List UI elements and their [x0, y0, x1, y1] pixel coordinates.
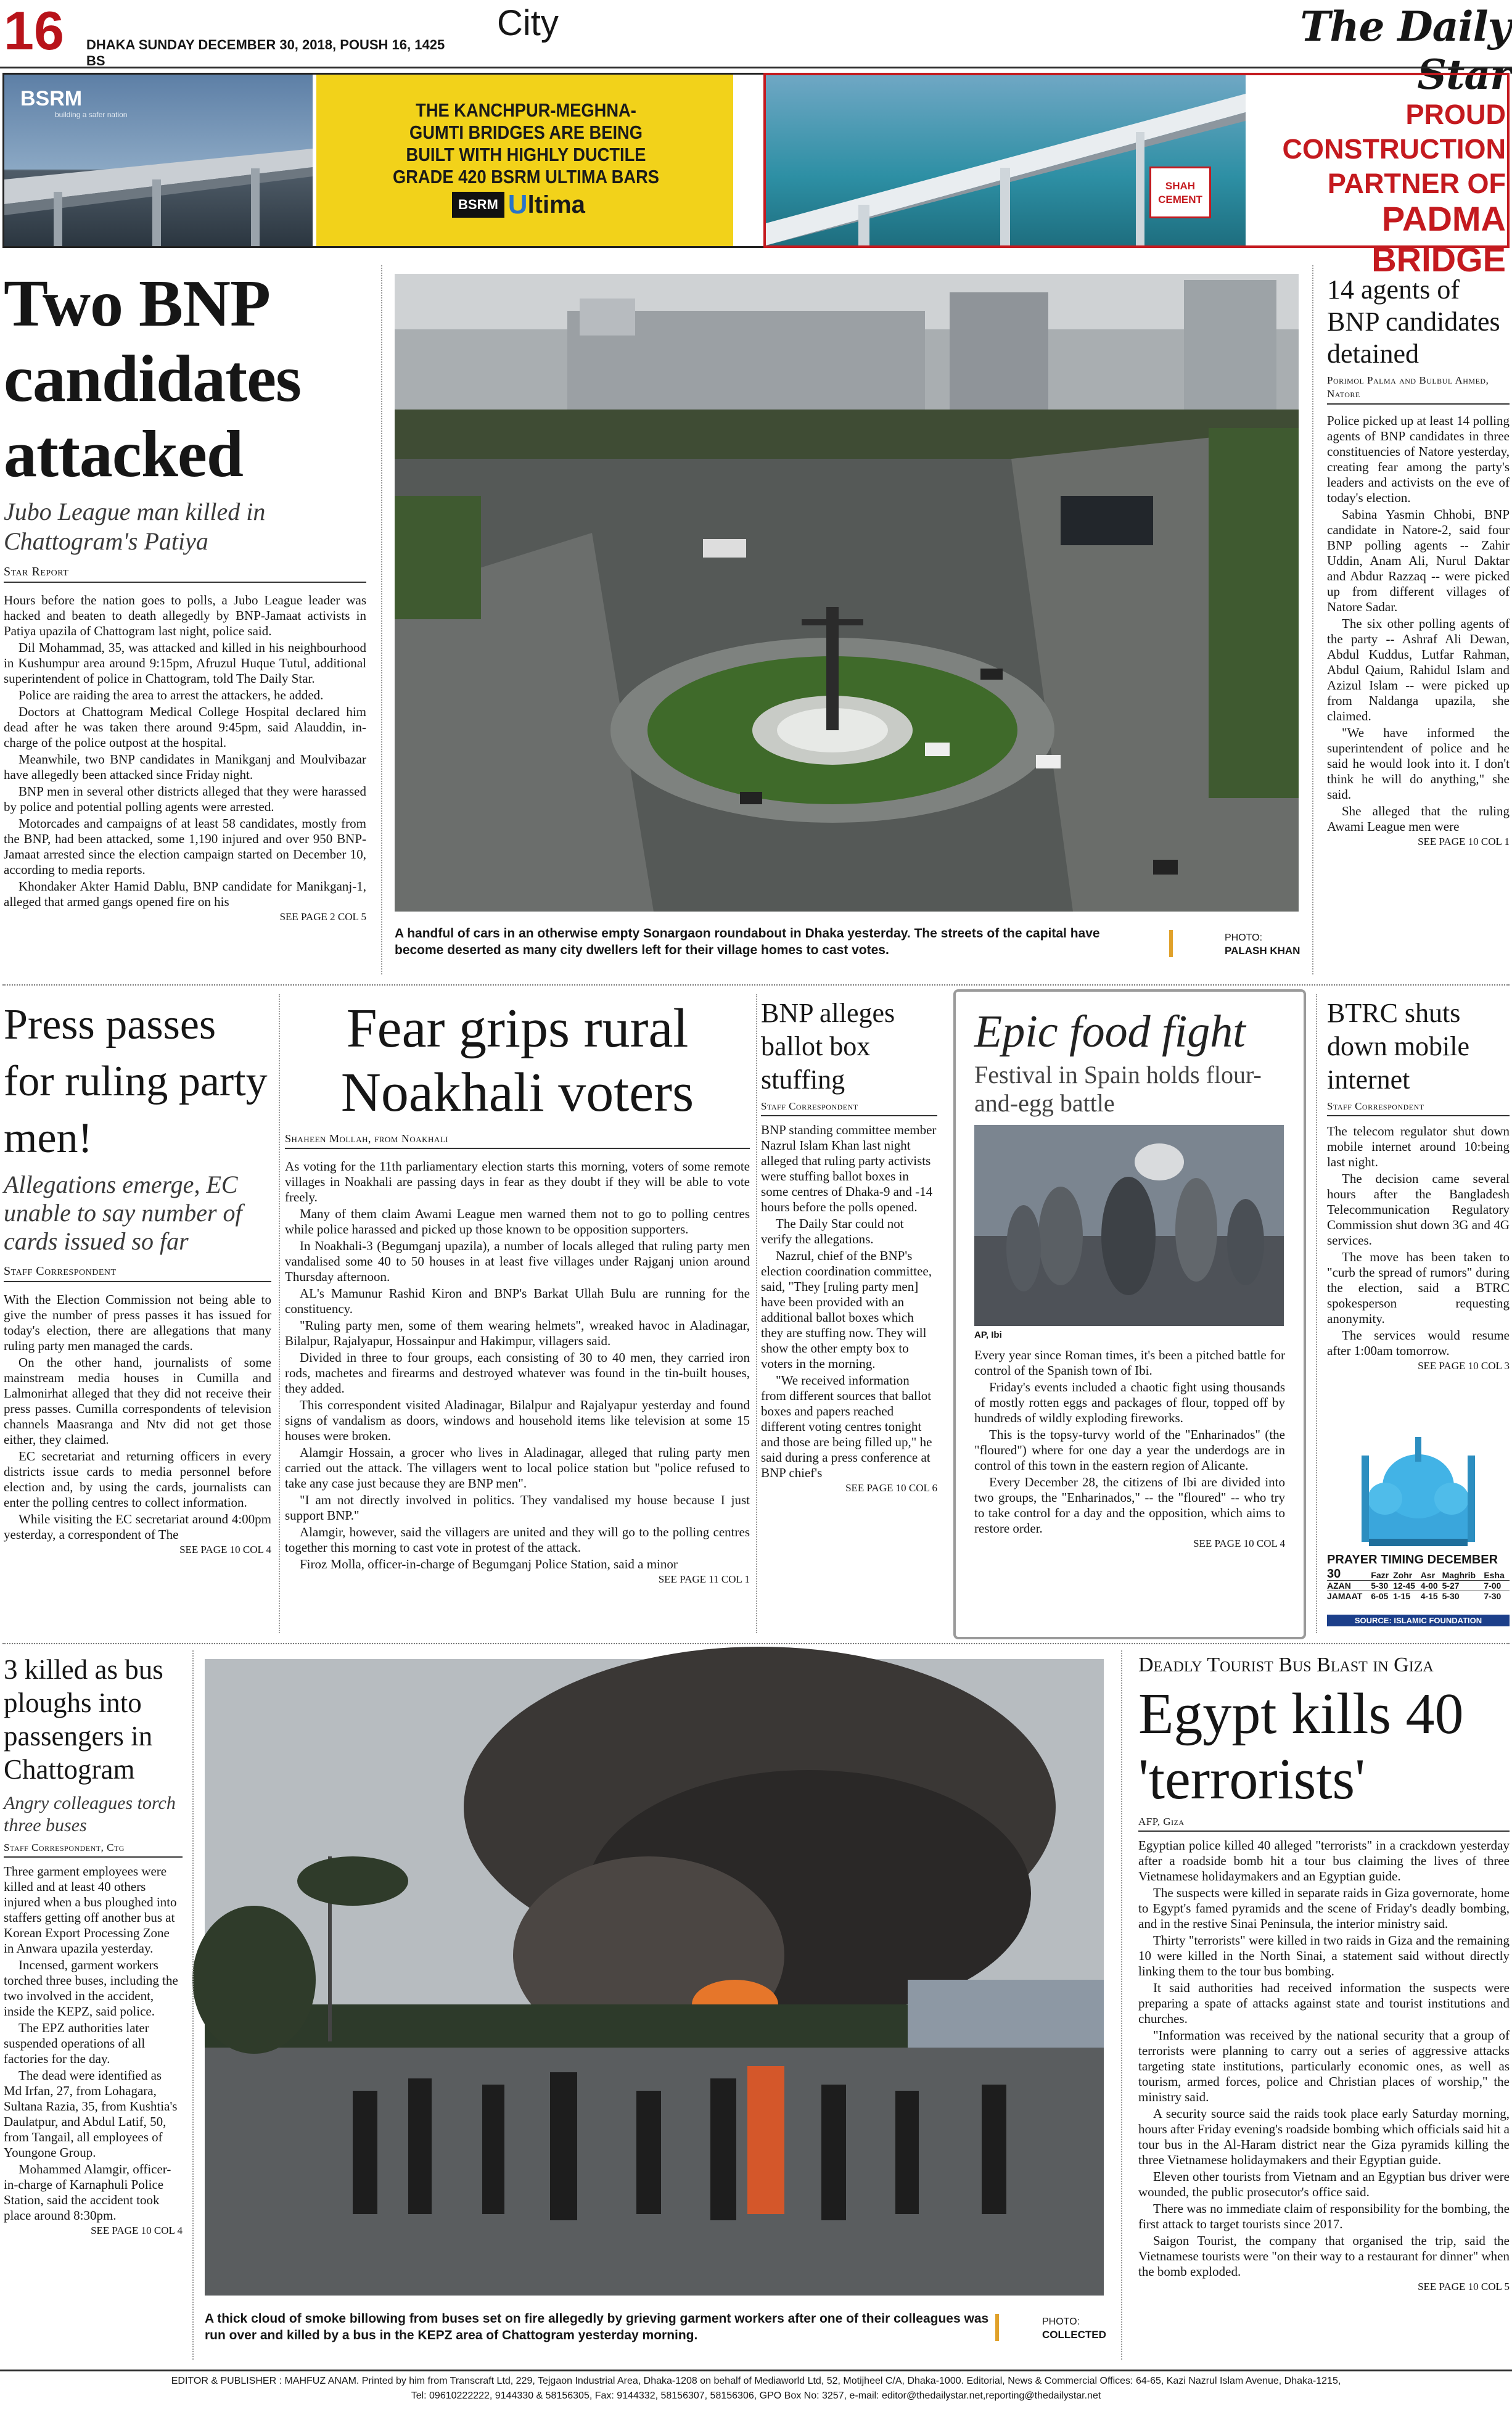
ultima-u-icon: U	[507, 189, 528, 220]
byline-egypt: AFP, Giza	[1138, 1816, 1510, 1832]
prayer-header-row	[1327, 1570, 1510, 1581]
headline-btrc[interactable]: BTRC shuts down mobile internet	[1327, 998, 1469, 1095]
shah-line-3: PARTNER OF	[1327, 168, 1506, 199]
mosque-icon	[1357, 1419, 1480, 1548]
paragraph: EC secretariat and returning officers in every districts issue cards to media personnel before election and, by using the cards, journalists can enter the polling centres to collect information.	[4, 1449, 271, 1510]
photo-credit-name: PALASH KHAN	[1225, 945, 1300, 957]
prayer-header: Fazr	[1371, 1570, 1389, 1580]
bsrm-tagline: building a safer nation	[55, 110, 128, 119]
column-rule	[192, 1650, 194, 2360]
bsrm-ultima-logo	[452, 189, 585, 218]
see-page-press[interactable]: SEE PAGE 10 COL 4	[179, 1544, 271, 1555]
caption-marker	[1169, 930, 1173, 957]
byline-bus: Staff Correspondent, Ctg	[4, 1842, 183, 1858]
body-ballot	[761, 1122, 937, 1481]
paragraph: The Daily Star could not verify the allegations.	[761, 1216, 904, 1246]
paragraph: Egyptian police killed 40 alleged "terrorists" in a crackdown yesterday after a roadside bomb hit a tour bus claiming the lives of three Vietnamese holidaymakers and an Egyptian guide.	[1138, 1838, 1510, 1884]
prayer-cell: JAMAAT	[1327, 1591, 1363, 1601]
prayer-cell: 7-30	[1484, 1591, 1502, 1601]
prayer-row-jamaat	[1327, 1591, 1510, 1602]
body-bnp	[4, 593, 366, 910]
paragraph: Firoz Molla, officer-in-charge of Begumganj Police Station, said a minor	[300, 1557, 678, 1571]
deck-bus: Angry colleagues torch three buses	[4, 1793, 176, 1835]
story-noakhali	[285, 997, 750, 1629]
headline-press[interactable]: Press passes for ruling party men!	[4, 1001, 268, 1162]
paragraph: BNP men in several other districts alleged that they were harassed by police and potential polling agents were arrested.	[4, 784, 366, 814]
paragraph: Thirty "terrorists" were killed in two raids in Giza and the remaining 10 were killed in the North Sinai, a statement said without directly linking them to the tour bus bombing.	[1138, 1933, 1510, 1979]
see-page-agents[interactable]: SEE PAGE 10 COL 1	[1418, 836, 1510, 847]
paragraph: On the other hand, journalists of some mainstream media houses in Cumilla and Lalmonirhat alleged that they did not receive their press passes. Cumilla correspondents of television channels Maasranga and Ntv did not get those either, they claimed.	[4, 1355, 271, 1447]
shah-line-2: CONSTRUCTION	[1282, 133, 1506, 165]
prayer-header: Asr	[1420, 1570, 1436, 1580]
main-photo-roundabout	[395, 274, 1299, 912]
paragraph: Eleven other tourists from Vietnam and an Egyptian bus driver were wounded, the public prosecutor's office said.	[1138, 2169, 1510, 2199]
paragraph: Every year since Roman times, it's been a pitched battle for control of the Spanish town of Ibi.	[974, 1348, 1285, 1378]
paragraph: Sabina Yasmin Chhobi, BNP candidate in Natore-2, said four BNP polling agents -- Zahir Uddin, Anam Ali, Nurul Daktar and Abdur Razzaq -- were picked up from different villages of Natore Sadar.	[1327, 507, 1510, 614]
bsrm-ad[interactable]	[2, 73, 766, 248]
prayer-cell: 5-30	[1442, 1591, 1460, 1601]
body-agents	[1327, 413, 1510, 834]
prayer-header: Maghrib	[1442, 1570, 1476, 1580]
paragraph: Alamgir, however, said the villagers are united and they will go to the polling centres together this morning to cast vote in protest of the attack.	[285, 1525, 750, 1555]
paragraph: Motorcades and campaigns of at least 58 candidates, mostly from the BNP, had been attacked, some 1,190 injured and over 950 BNP-Jamaat arrested since the election campaign started on December 10, according to media reports.	[4, 816, 366, 877]
deck-press: Allegations emerge, EC unable to say number of cards issued so far	[4, 1171, 242, 1255]
prayer-header	[1327, 1570, 1371, 1581]
headline-agents[interactable]: 14 agents of BNP candidates detained	[1327, 274, 1500, 369]
paragraph: Nazrul, chief of the BNP's election coordination committee, said, "They [ruling party men] have been provided with an additional ballot boxes which they are stuffing now. They will show the other empty box to voters in the morning.	[761, 1248, 932, 1371]
paragraph: A security source said the raids took place early Saturday morning, hours after Friday evening's roadside bombing which officials said hit a tour bus in the Al-Haram district near the Giza pyramids killing the three Vietnamese holidaymakers and their Egyptian guide.	[1138, 2106, 1510, 2167]
bsrm-brand-a: BSRM	[452, 192, 504, 218]
bottom-credit-name: COLLECTED	[1042, 2329, 1106, 2341]
paragraph: BNP standing committee member Nazrul Islam Khan last night alleged that ruling party activists were stuffing ballot boxes in some centres of Dhaka-9 and -14 hours before the polls opened.	[761, 1122, 937, 1214]
prayer-cell: 5-27	[1442, 1581, 1460, 1591]
see-page-bnp[interactable]: SEE PAGE 2 COL 5	[279, 911, 366, 923]
paragraph: Incensed, garment workers torched three buses, including the two involved in the accident, inside the KEPZ, said police.	[4, 1958, 178, 2019]
prayer-cell: 4-00	[1420, 1581, 1438, 1591]
bsrm-headline: THE KANCHPUR-MEGHNA-GUMTI BRIDGES ARE BEING BUILT WITH HIGHLY DUCTILE GRADE 420 BSRM ULTIMA BARS	[393, 99, 659, 187]
byline-noakhali: Shaheen Mollah, from Noakhali	[285, 1132, 750, 1149]
story-ballot	[761, 997, 937, 1629]
headline-bnp[interactable]: Two BNP candidates attacked	[4, 267, 302, 491]
section-label: City	[497, 3, 559, 43]
prayer-source: SOURCE: ISLAMIC FOUNDATION	[1327, 1615, 1510, 1626]
caption-marker	[995, 2314, 999, 2341]
byline-btrc: Staff Correspondent	[1327, 1100, 1510, 1116]
prayer-cell: 12-45	[1393, 1581, 1415, 1591]
column-rule	[1121, 1650, 1122, 2360]
shah-line-4: PADMA BRIDGE	[1371, 199, 1506, 279]
paragraph: The services would resume after 1:00am tomorrow.	[1327, 1328, 1510, 1358]
paragraph: She alleged that the ruling Awami League men were	[1327, 804, 1510, 834]
date-line: DHAKA SUNDAY DECEMBER 30, 2018, POUSH 16, 1425 BS	[86, 37, 445, 68]
byline-press: Staff Correspondent	[4, 1264, 271, 1282]
see-page-food[interactable]: SEE PAGE 10 COL 4	[1193, 1538, 1285, 1549]
story-press	[4, 997, 271, 1629]
paragraph: There was no immediate claim of responsibility for the bombing, the first attack to target tourists since 2017.	[1138, 2201, 1510, 2231]
paragraph: "I am not directly involved in politics. They vandalised my house because I just support BNP."	[285, 1493, 750, 1523]
bsrm-logo: BSRM	[20, 87, 83, 110]
paragraph: Dil Mohammad, 35, was attacked and killed in his neighbourhood in Kushumpur area around 9:15pm, Afruzul Huque Tutul, additional superintendent of police in Chattogram, told The Daily Star.	[4, 640, 366, 686]
see-page-ballot[interactable]: SEE PAGE 10 COL 6	[845, 1482, 937, 1494]
paragraph: Many of them claim Awami League men warned them not to go to polling centres while police harassed and picked up those known to be opposition supporters.	[285, 1206, 750, 1237]
column-rule	[1312, 265, 1313, 974]
paragraph: Doctors at Chattogram Medical College Hospital declared him dead after he was taken there around 9:45pm, said Alauddin, in-charge of the police outpost at the hospital.	[4, 704, 366, 750]
body-press	[4, 1292, 271, 1542]
paragraph: Divided in three to four groups, each consisting of 30 to 40 men, they carried iron rods, machetes and firearms and destroyed whatever was found in the tin-built houses, they added.	[285, 1350, 750, 1396]
story-bnp	[4, 266, 366, 970]
headline-bus[interactable]: 3 killed as bus ploughs into passengers in Chattogram	[4, 1654, 163, 1785]
paragraph: Three garment employees were killed and at least 40 others injured when a bus ploughed into staffers getting off another bus at Korean Export Processing Zone in Anwara upazila yesterday.	[4, 1864, 177, 1956]
bsrm-brand-b: ltima	[527, 191, 585, 218]
paragraph: Hours before the nation goes to polls, a Jubo League leader was hacked and beaten to death allegedly by BNP-Jamaat activists in Patiya upazila of Chattogram last night, police said.	[4, 593, 366, 638]
paragraph: The EPZ authorities later suspended operations of all factories for the day.	[4, 2020, 149, 2066]
shah-cement-logo: SHAH CEMENT	[1149, 167, 1211, 218]
body-bus	[4, 1864, 183, 2223]
bottom-credit-label: PHOTO:	[1042, 2316, 1080, 2327]
paragraph: As voting for the 11th parliamentary election starts this morning, voters of some remote villages in Noakhali are passing days in fear as they doubt if they will be able to vote freely.	[285, 1159, 750, 1204]
imprint-line-1: EDITOR & PUBLISHER : MAHFUZ ANAM. Printed by him from Transcraft Ltd, 229, Tejgaon Industrial Area, Dhaka-1208 on behalf of Mediaworld Ltd, 52, Motijheel C/A, Dhaka-1000. Editorial, News & Commercial Offices: 64-65, Kazi Nazrul Islam Avenue, Dhaka-1215,	[171, 2376, 1341, 2386]
see-page-noakhali[interactable]: SEE PAGE 11 COL 1	[658, 1573, 750, 1585]
column-rule	[279, 994, 280, 1633]
bsrm-yellow-panel	[316, 75, 733, 246]
prayer-timing-box	[1327, 1419, 1510, 1641]
photo-credit-label: PHOTO:	[1225, 933, 1263, 943]
paragraph: While visiting the EC secretariat around 4:00pm yesterday, a correspondent of The	[4, 1512, 271, 1542]
bottom-photo-caption: A thick cloud of smoke billowing from buses set on fire allegedly by grieving garment workers after one of their colleagues was run over and killed by a bus in the KEPZ area of Chattogram yesterday morning.	[205, 2312, 989, 2342]
story-bus	[4, 1653, 183, 2356]
kicker-egypt: Deadly Tourist Bus Blast in Giza	[1138, 1653, 1434, 1676]
prayer-cell: 6-05	[1371, 1591, 1389, 1601]
deck-food: Festival in Spain holds flour-and-egg battle	[974, 1061, 1262, 1117]
masthead-rule	[0, 67, 1512, 68]
body-btrc	[1327, 1124, 1510, 1359]
paragraph: Khondaker Akter Hamid Dablu, BNP candidate for Manikganj-1, alleged that armed gangs opened fire on his	[4, 879, 366, 909]
see-page-btrc[interactable]: SEE PAGE 10 COL 3	[1418, 1360, 1510, 1372]
paragraph: Saigon Tourist, the company that organised the trip, said the Vietnamese tourists were "on their way to a restaurant for dinner" when the bomb exploded.	[1138, 2233, 1510, 2279]
prayer-cell: AZAN	[1327, 1581, 1351, 1591]
deck-bnp: Jubo League man killed in Chattogram's Patiya	[4, 498, 266, 555]
paragraph: Police picked up at least 14 polling agents of BNP candidates in three constituencies of Natore yesterday, creating fear among the party's leaders and activists on the eve of today's election.	[1327, 413, 1510, 505]
page-number: 16	[4, 0, 64, 61]
prayer-header: Zohr	[1393, 1570, 1413, 1580]
headline-noakhali[interactable]: Fear grips rural Noakhali voters	[340, 998, 694, 1123]
headline-ballot[interactable]: BNP alleges ballot box stuffing	[761, 998, 895, 1095]
food-fight-photo	[974, 1125, 1284, 1326]
main-photo-caption: A handful of cars in an otherwise empty Sonargaon roundabout in Dhaka yesterday. The streets of the capital have become deserted as many city dwellers left for their village homes to cast votes.	[395, 926, 1100, 957]
body-egypt	[1138, 1838, 1510, 2279]
paragraph: The telecom regulator shut down mobile internet around 10:being last night.	[1327, 1124, 1510, 1169]
paragraph: The six other polling agents of the party -- Ashraf Ali Dewan, Abdul Kuddus, Lutfar Rahman, Abdul Qaium, Rahidul Islam and Azizul Islam -- were picked up from Naldanga upazila, she claimed.	[1327, 616, 1510, 723]
body-food	[974, 1348, 1285, 1536]
story-btrc	[1327, 997, 1510, 1416]
byline-ballot: Staff Correspondent	[761, 1100, 937, 1116]
prayer-cell: 5-30	[1371, 1581, 1389, 1591]
body-noakhali	[285, 1159, 750, 1572]
prayer-header: Esha	[1484, 1570, 1505, 1580]
paragraph: "We received information from different sources that ballot boxes and papers reached different voting centres tonight and those are being filled up," he said during a press conference at BNP chief's	[761, 1373, 932, 1480]
padma-bridge-photo	[766, 75, 1246, 245]
section-rule	[2, 1643, 1510, 1644]
paragraph: The dead were identified as Md Irfan, 27, from Lohagara, Sultana Razia, 35, from Kushtia's Daulatpur, and Abdul Latif, 50, from Tangail, all employees of Youngone Group.	[4, 2068, 178, 2160]
paragraph: In Noakhali-3 (Begumganj upazila), a number of locals alleged that ruling party men vandalised some 40 to 50 houses in at least five villages under Rajganj union around Thursday afternoon.	[285, 1238, 750, 1284]
headline-food[interactable]: Epic food fight	[974, 1007, 1246, 1057]
column-rule	[1316, 994, 1317, 1633]
paragraph: Mohammed Alamgir, officer-in-charge of Karnaphuli Police Station, said the accident took place around 8:30pm.	[4, 2162, 171, 2223]
shah-cement-ad[interactable]	[763, 73, 1510, 279]
see-page-egypt[interactable]: SEE PAGE 10 COL 5	[1418, 2281, 1510, 2292]
paragraph: Meanwhile, two BNP candidates in Manikganj and Moulvibazar have allegedly been attacked since Friday night.	[4, 752, 366, 782]
paragraph: Police are raiding the area to arrest the attackers, he added.	[18, 688, 324, 702]
food-photo-credit: AP, Ibi	[974, 1330, 1002, 1340]
paragraph: Friday's events included a chaotic fight using thousands of mostly rotten eggs and packages of flour, topped off by hundreds of wildly exploding fireworks.	[974, 1380, 1285, 1425]
paper-name-logo: The Daily Star	[1300, 2, 1511, 99]
prayer-cell: 4-15	[1420, 1591, 1438, 1601]
shah-line-1: PROUD	[1405, 99, 1506, 130]
column-rule	[381, 265, 382, 974]
footer-rule	[0, 2370, 1512, 2371]
byline-bnp: Star Report	[4, 565, 366, 583]
paragraph: Every December 28, the citizens of Ibi are divided into two groups, the "Enharinados," -- the "floured" -- who try to take control for a day and the opposition, which aims to restore order.	[974, 1475, 1285, 1536]
paragraph: With the Election Commission not being able to give the number of press passes it has issued for today's election, there are allegations that many ruling party men managed the cards.	[4, 1292, 271, 1353]
prayer-cell: 1-15	[1393, 1591, 1411, 1601]
paragraph: This correspondent visited Aladinagar, Bilalpur and Rajalyapur yesterday and found signs of vandalism as doors, windows and household items like television at some 15 houses were broken.	[285, 1398, 750, 1443]
paragraph: This is the topsy-turvy world of the "Enharinados" (the "floured") where for one day a year the underdogs are in control of this town in the eastern region of Alicante.	[974, 1427, 1285, 1473]
see-page-bus[interactable]: SEE PAGE 10 COL 4	[91, 2225, 183, 2236]
paragraph: The suspects were killed in separate raids in Giza governorate, home to Egypt's famed pyramids and the scene of Friday's deadly bombing, and in the restive Sinai Peninsula, the interior ministry said.	[1138, 1885, 1510, 1931]
paragraph: "Information was received by the national security that a group of terrorists were planning to carry out a series of aggressive attacks targeting state institutions, particularly economic ones, as well as tourism, armed forces, police and Christian places of worship," the ministry said.	[1138, 2028, 1510, 2104]
bottom-photo-bus-fire	[205, 1659, 1104, 2296]
byline-agents: Porimol Palma and Bulbul Ahmed, Natore	[1327, 374, 1510, 405]
prayer-row-azan	[1327, 1581, 1510, 1591]
story-agents	[1327, 274, 1510, 965]
paragraph: The decision came several hours after the Bangladesh Telecommunication Regulatory Commission shut down 3G and 4G services.	[1327, 1171, 1510, 1248]
section-rule	[2, 984, 1510, 986]
imprint-line-2: Tel: 09610222222, 9144330 & 58156305, Fax: 9144332, 58156307, 58156306, GPO Box No: 3257, e-mail: editor@thedailystar.net,reporting@thedailystar.net	[411, 2390, 1101, 2401]
paragraph: The move has been taken to "curb the spread of rumors" during the election, said a BTRC spokesperson requesting anonymity.	[1327, 1250, 1510, 1326]
paragraph: It said authorities had received information the suspects were preparing a spate of attacks against state and tourist institutions and churches.	[1138, 1980, 1510, 2026]
prayer-title: PRAYER TIMING DECEMBER 30	[1327, 1553, 1498, 1581]
story-egypt	[1138, 1653, 1510, 2362]
headline-egypt[interactable]: Egypt kills 40 'terrorists'	[1138, 1682, 1464, 1811]
paragraph: "We have informed the superintendent of police and he said he would look into it. I don't think he will do anything," she said.	[1327, 725, 1510, 802]
paragraph: "Ruling party men, some of them wearing helmets", wreaked havoc in Aladinagar, Bilalpur, Rajalyapur, Hossainpur and Hakimpur, villagers said.	[285, 1318, 750, 1348]
prayer-cell: 7-00	[1484, 1581, 1502, 1591]
prayer-table	[1327, 1570, 1510, 1601]
column-rule	[756, 994, 757, 1633]
paragraph: AL's Mamunur Rashid Kiron and BNP's Barkat Ullah Bulu are running for the constituency.	[285, 1286, 750, 1316]
story-food-box	[953, 989, 1306, 1639]
paragraph: Alamgir Hossain, a grocer who lives in Aladinagar, alleged that ruling party men carried out the attack. The villagers went to local police station but "police refused to take any case just because they are BNP men".	[285, 1445, 750, 1491]
